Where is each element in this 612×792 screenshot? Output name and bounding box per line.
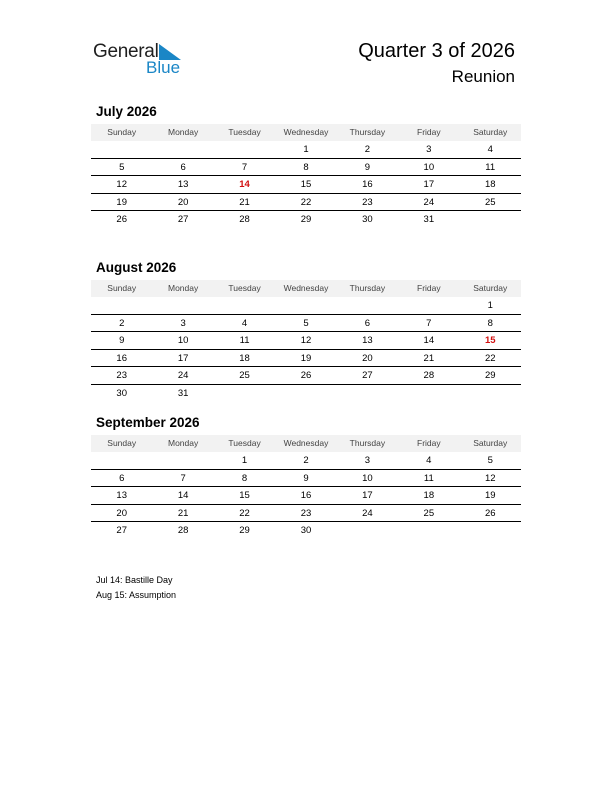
day-cell: 19 bbox=[300, 352, 312, 364]
weekday-thursday: Thursday bbox=[349, 127, 386, 137]
day-cell: 15 bbox=[300, 179, 312, 190]
day-cell: 31 bbox=[177, 387, 189, 399]
week-row bbox=[91, 367, 521, 385]
day-cell: 12 bbox=[300, 335, 312, 346]
day-cell: 28 bbox=[239, 214, 250, 225]
day-cell: 21 bbox=[177, 507, 189, 519]
day-cell: 31 bbox=[423, 214, 435, 225]
day-cell: 20 bbox=[177, 196, 189, 208]
day-cell: 25 bbox=[484, 196, 496, 208]
day-cell: 26 bbox=[116, 214, 127, 225]
month-title: August 2026 bbox=[96, 260, 177, 275]
day-cell: 11 bbox=[485, 161, 496, 173]
holiday-note: Jul 14: Bastille Day bbox=[96, 575, 173, 585]
day-cell: 10 bbox=[423, 161, 435, 173]
weekday-saturday: Saturday bbox=[473, 127, 508, 137]
weekday-sunday: Sunday bbox=[107, 283, 137, 293]
day-cell: 20 bbox=[362, 352, 373, 364]
holiday-note: Aug 15: Assumption bbox=[96, 589, 177, 600]
day-cell: 10 bbox=[362, 472, 373, 484]
day-cell: 18 bbox=[423, 490, 435, 501]
day-cell: 2 bbox=[119, 317, 125, 329]
day-cell: 12 bbox=[484, 472, 496, 484]
holiday-notes bbox=[96, 573, 176, 602]
day-cell: 25 bbox=[239, 370, 250, 381]
day-cell: 22 bbox=[300, 196, 312, 208]
empty-day-cell bbox=[152, 297, 213, 314]
weekday-friday: Friday bbox=[417, 127, 441, 137]
week-row bbox=[91, 297, 521, 315]
region-name: Reunion bbox=[451, 67, 515, 86]
day-cell: 23 bbox=[300, 507, 312, 519]
day-cell: 13 bbox=[116, 490, 127, 501]
day-cell: 6 bbox=[119, 472, 125, 484]
weekday-wednesday: Wednesday bbox=[283, 283, 329, 293]
empty-day-cell bbox=[152, 141, 213, 158]
day-cell: 28 bbox=[423, 370, 435, 381]
day-cell: 16 bbox=[300, 490, 312, 501]
weekday-monday: Monday bbox=[168, 438, 199, 448]
day-cell: 13 bbox=[177, 179, 189, 190]
day-cell: 27 bbox=[177, 214, 189, 225]
day-cell: 4 bbox=[487, 144, 493, 155]
day-cell: 16 bbox=[362, 179, 373, 190]
day-cell: 1 bbox=[241, 455, 248, 466]
day-cell: 27 bbox=[116, 525, 127, 536]
weekday-saturday: Saturday bbox=[473, 438, 508, 448]
week-row bbox=[91, 194, 521, 212]
day-cell: 26 bbox=[300, 370, 312, 381]
day-cell: 2 bbox=[364, 144, 371, 155]
empty-day-cell bbox=[91, 141, 152, 158]
day-cell: 26 bbox=[484, 507, 496, 519]
weekday-monday: Monday bbox=[168, 283, 199, 293]
day-cell: 3 bbox=[364, 455, 371, 466]
day-cell: 25 bbox=[423, 507, 435, 519]
calendar-grid bbox=[91, 141, 521, 229]
empty-day-cell bbox=[398, 385, 459, 403]
week-row bbox=[91, 159, 521, 177]
week-row bbox=[91, 385, 521, 403]
day-cell: 27 bbox=[362, 370, 373, 381]
empty-day-cell bbox=[337, 385, 398, 403]
day-cell: 17 bbox=[423, 179, 435, 190]
day-cell: 21 bbox=[239, 196, 250, 208]
weekday-thursday: Thursday bbox=[349, 283, 386, 293]
weekday-sunday: Sunday bbox=[107, 127, 137, 137]
day-cell: 13 bbox=[362, 335, 373, 346]
week-row bbox=[91, 452, 521, 470]
calendar-grid bbox=[91, 297, 521, 402]
day-cell: 3 bbox=[426, 144, 432, 155]
empty-day-cell bbox=[398, 522, 459, 540]
weekday-tuesday: Tuesday bbox=[228, 283, 261, 293]
empty-day-cell bbox=[460, 385, 521, 403]
day-cell: 30 bbox=[116, 387, 127, 399]
day-cell: 19 bbox=[484, 490, 496, 501]
logo-text-blue: Blue bbox=[146, 58, 181, 77]
day-cell: 19 bbox=[116, 196, 127, 208]
weekday-wednesday: Wednesday bbox=[283, 438, 329, 448]
day-cell: 11 bbox=[239, 335, 250, 346]
day-cell: 15 bbox=[239, 490, 250, 501]
week-row bbox=[91, 176, 521, 194]
weekday-saturday: Saturday bbox=[473, 283, 508, 293]
weekday-friday: Friday bbox=[417, 438, 441, 448]
empty-day-cell bbox=[337, 522, 398, 540]
calendar-grid bbox=[91, 452, 521, 540]
day-cell: 20 bbox=[116, 507, 127, 519]
day-cell: 9 bbox=[303, 472, 309, 484]
day-cell: 6 bbox=[180, 161, 186, 173]
empty-day-cell bbox=[214, 141, 275, 158]
day-cell: 7 bbox=[180, 472, 186, 484]
day-cell: 23 bbox=[362, 196, 373, 208]
month-title: September 2026 bbox=[96, 415, 200, 430]
day-cell: 22 bbox=[239, 507, 250, 519]
day-cell: 24 bbox=[423, 196, 435, 208]
day-cell: 5 bbox=[119, 161, 125, 173]
day-cell: 12 bbox=[116, 179, 127, 190]
day-cell: 1 bbox=[487, 300, 493, 311]
day-cell: 21 bbox=[423, 352, 435, 364]
month-title: July 2026 bbox=[96, 104, 157, 119]
day-cell: 14 bbox=[177, 490, 189, 501]
empty-day-cell bbox=[275, 297, 336, 314]
empty-day-cell bbox=[152, 452, 213, 469]
weekday-tuesday: Tuesday bbox=[228, 127, 261, 137]
week-row bbox=[91, 350, 521, 368]
empty-day-cell bbox=[91, 452, 152, 469]
day-cell: 28 bbox=[177, 525, 189, 536]
week-row bbox=[91, 332, 521, 350]
empty-day-cell bbox=[460, 211, 521, 229]
holiday-day-cell: 15 bbox=[484, 335, 496, 346]
day-cell: 18 bbox=[239, 352, 250, 364]
day-cell: 3 bbox=[180, 317, 186, 329]
day-cell: 23 bbox=[116, 370, 127, 381]
weekday-tuesday: Tuesday bbox=[228, 438, 261, 448]
day-cell: 24 bbox=[362, 507, 373, 519]
week-row bbox=[91, 522, 521, 540]
day-cell: 10 bbox=[177, 335, 189, 346]
weekday-sunday: Sunday bbox=[107, 438, 137, 448]
day-cell: 5 bbox=[487, 455, 493, 466]
page-title: Quarter 3 of 2026 bbox=[358, 40, 515, 62]
week-row bbox=[91, 141, 521, 159]
day-cell: 7 bbox=[241, 161, 248, 173]
day-cell: 9 bbox=[364, 161, 371, 173]
day-cell: 22 bbox=[484, 352, 496, 364]
week-row bbox=[91, 315, 521, 333]
week-row bbox=[91, 505, 521, 523]
day-cell: 29 bbox=[484, 370, 496, 381]
generalblue-logo bbox=[93, 41, 188, 79]
day-cell: 14 bbox=[423, 335, 435, 346]
day-cell: 11 bbox=[423, 472, 434, 484]
day-cell: 18 bbox=[484, 179, 496, 190]
empty-day-cell bbox=[398, 297, 459, 314]
day-cell: 29 bbox=[239, 525, 250, 536]
logo-text-general: General bbox=[93, 41, 159, 62]
day-cell: 24 bbox=[177, 370, 189, 381]
holiday-day-cell: 14 bbox=[239, 179, 250, 190]
weekday-header-row bbox=[91, 280, 521, 297]
empty-day-cell bbox=[214, 385, 275, 403]
day-cell: 30 bbox=[300, 525, 312, 536]
day-cell: 2 bbox=[303, 455, 309, 466]
weekday-header-row bbox=[91, 435, 521, 452]
weekday-thursday: Thursday bbox=[349, 438, 386, 448]
week-row bbox=[91, 487, 521, 505]
day-cell: 9 bbox=[119, 335, 125, 346]
weekday-friday: Friday bbox=[417, 283, 441, 293]
weekday-wednesday: Wednesday bbox=[283, 127, 329, 137]
day-cell: 17 bbox=[362, 490, 373, 501]
week-row bbox=[91, 211, 521, 229]
empty-day-cell bbox=[460, 522, 521, 540]
day-cell: 29 bbox=[300, 214, 312, 225]
day-cell: 1 bbox=[303, 144, 309, 155]
day-cell: 8 bbox=[303, 161, 309, 173]
empty-day-cell bbox=[91, 297, 152, 314]
empty-day-cell bbox=[275, 385, 336, 403]
day-cell: 8 bbox=[487, 317, 493, 329]
day-cell: 4 bbox=[426, 455, 432, 466]
day-cell: 30 bbox=[362, 214, 373, 225]
day-cell: 7 bbox=[426, 317, 432, 329]
day-cell: 5 bbox=[303, 317, 309, 329]
day-cell: 4 bbox=[241, 317, 248, 329]
day-cell: 16 bbox=[116, 352, 127, 364]
day-cell: 8 bbox=[241, 472, 248, 484]
weekday-monday: Monday bbox=[168, 127, 199, 137]
empty-day-cell bbox=[214, 297, 275, 314]
day-cell: 17 bbox=[177, 352, 189, 364]
weekday-header-row bbox=[91, 124, 521, 141]
week-row bbox=[91, 470, 521, 488]
empty-day-cell bbox=[337, 297, 398, 314]
day-cell: 6 bbox=[364, 317, 371, 329]
